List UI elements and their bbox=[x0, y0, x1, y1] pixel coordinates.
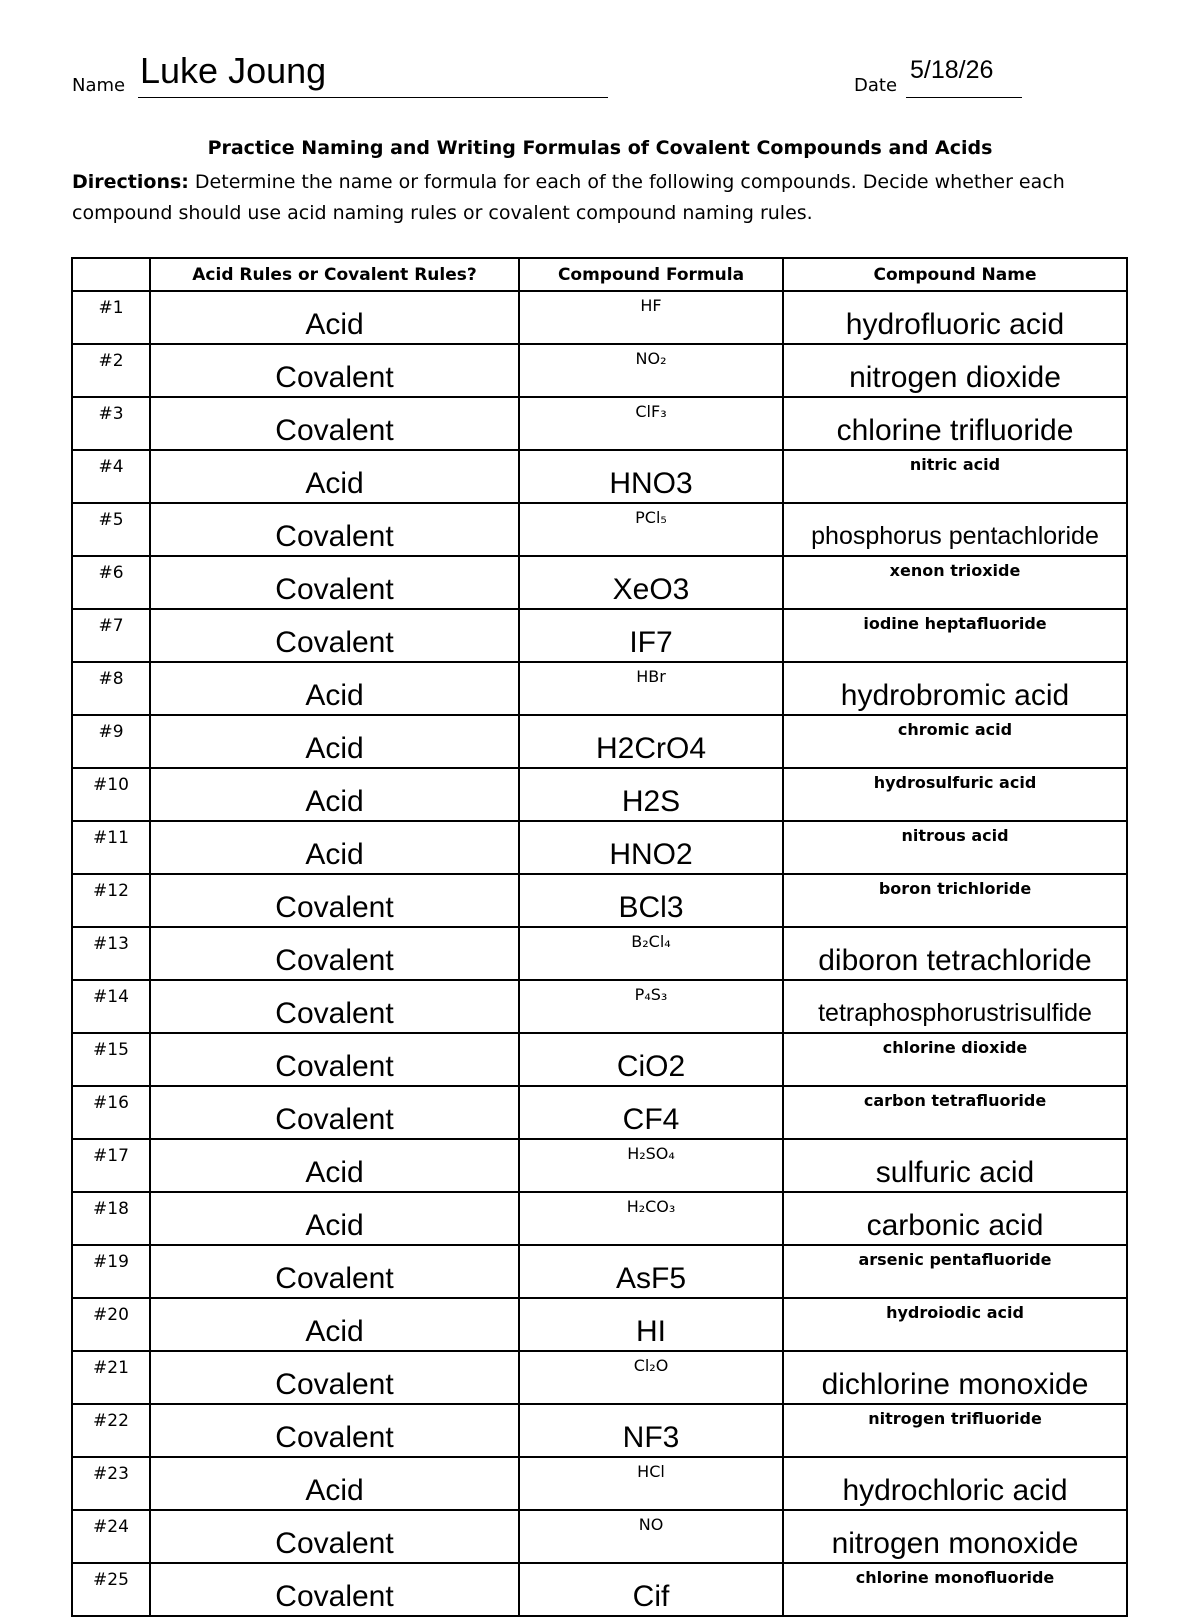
row-number: #23 bbox=[72, 1457, 150, 1510]
table-header-row bbox=[72, 258, 1127, 291]
rules-answer[interactable]: Covalent bbox=[150, 874, 519, 927]
name-answer[interactable]: nitrogen monoxide bbox=[783, 1510, 1127, 1563]
row-number: #25 bbox=[72, 1563, 150, 1616]
table-row bbox=[72, 1510, 1127, 1563]
directions-label: Directions: bbox=[72, 171, 189, 193]
formula-answer[interactable]: NO bbox=[519, 1510, 783, 1563]
name-answer[interactable]: phosphorus pentachloride bbox=[783, 503, 1127, 556]
table-row bbox=[72, 1139, 1127, 1192]
rules-answer[interactable]: Covalent bbox=[150, 927, 519, 980]
table-row bbox=[72, 1033, 1127, 1086]
row-number: #8 bbox=[72, 662, 150, 715]
table-row bbox=[72, 1245, 1127, 1298]
rules-answer[interactable]: Covalent bbox=[150, 1404, 519, 1457]
row-number: #2 bbox=[72, 344, 150, 397]
formula-answer[interactable]: IF7 bbox=[519, 609, 783, 662]
name-answer[interactable]: diboron tetrachloride bbox=[783, 927, 1127, 980]
formula-answer[interactable]: H₂SO₄ bbox=[519, 1139, 783, 1192]
formula-answer[interactable]: P₄S₃ bbox=[519, 980, 783, 1033]
name-answer[interactable]: chlorine trifluoride bbox=[783, 397, 1127, 450]
compound-table bbox=[71, 257, 1128, 1617]
table-row bbox=[72, 927, 1127, 980]
formula-answer[interactable]: AsF5 bbox=[519, 1245, 783, 1298]
table-row bbox=[72, 1563, 1127, 1616]
rules-answer[interactable]: Acid bbox=[150, 821, 519, 874]
formula-answer[interactable]: HF bbox=[519, 291, 783, 344]
row-number: #19 bbox=[72, 1245, 150, 1298]
rules-answer[interactable]: Acid bbox=[150, 662, 519, 715]
table-row bbox=[72, 1457, 1127, 1510]
rules-answer[interactable]: Acid bbox=[150, 1457, 519, 1510]
formula-answer[interactable]: H2S bbox=[519, 768, 783, 821]
table-row bbox=[72, 1086, 1127, 1139]
row-number: #17 bbox=[72, 1139, 150, 1192]
row-number: #20 bbox=[72, 1298, 150, 1351]
rules-answer[interactable]: Covalent bbox=[150, 609, 519, 662]
row-number: #21 bbox=[72, 1351, 150, 1404]
rules-answer[interactable]: Covalent bbox=[150, 344, 519, 397]
name-answer[interactable]: nitrogen dioxide bbox=[783, 344, 1127, 397]
table-row bbox=[72, 1298, 1127, 1351]
rules-answer[interactable]: Covalent bbox=[150, 1033, 519, 1086]
header-rules: Acid Rules or Covalent Rules? bbox=[150, 258, 519, 291]
rules-answer[interactable]: Covalent bbox=[150, 1563, 519, 1616]
date-value[interactable]: 5/18/26 bbox=[910, 56, 994, 84]
rules-answer[interactable]: Covalent bbox=[150, 1351, 519, 1404]
row-number: #24 bbox=[72, 1510, 150, 1563]
rules-answer[interactable]: Covalent bbox=[150, 1245, 519, 1298]
name-answer[interactable]: nitrous acid bbox=[783, 821, 1127, 874]
table-row bbox=[72, 609, 1127, 662]
formula-answer[interactable]: CiO2 bbox=[519, 1033, 783, 1086]
name-answer[interactable]: hydrofluoric acid bbox=[783, 291, 1127, 344]
table-row bbox=[72, 874, 1127, 927]
row-number: #3 bbox=[72, 397, 150, 450]
rules-answer[interactable]: Acid bbox=[150, 1298, 519, 1351]
row-number: #9 bbox=[72, 715, 150, 768]
directions-text: Determine the name or formula for each of the following compounds. Decide whether each compound should use acid naming rules or covalent compound naming rules. bbox=[72, 171, 1065, 224]
table-row bbox=[72, 662, 1127, 715]
name-answer[interactable]: iodine heptafluoride bbox=[783, 609, 1127, 662]
name-answer[interactable]: dichlorine monoxide bbox=[783, 1351, 1127, 1404]
table-row bbox=[72, 1351, 1127, 1404]
table-row bbox=[72, 1404, 1127, 1457]
row-number: #6 bbox=[72, 556, 150, 609]
worksheet-title: Practice Naming and Writing Formulas of Covalent Compounds and Acids bbox=[207, 137, 993, 159]
name-value[interactable]: Luke Joung bbox=[140, 50, 327, 91]
table-row bbox=[72, 397, 1127, 450]
formula-answer[interactable]: CF4 bbox=[519, 1086, 783, 1139]
header-name: Compound Name bbox=[783, 258, 1127, 291]
row-number: #10 bbox=[72, 768, 150, 821]
name-answer[interactable]: nitric acid bbox=[783, 450, 1127, 503]
table-row bbox=[72, 821, 1127, 874]
formula-answer[interactable]: HCl bbox=[519, 1457, 783, 1510]
name-answer[interactable]: chlorine monofluoride bbox=[783, 1563, 1127, 1616]
formula-answer[interactable]: HI bbox=[519, 1298, 783, 1351]
name-answer[interactable]: hydroiodic acid bbox=[783, 1298, 1127, 1351]
row-number: #14 bbox=[72, 980, 150, 1033]
table-row bbox=[72, 291, 1127, 344]
rules-answer[interactable]: Covalent bbox=[150, 503, 519, 556]
table-row bbox=[72, 768, 1127, 821]
table-row bbox=[72, 715, 1127, 768]
rules-answer[interactable]: Covalent bbox=[150, 556, 519, 609]
rules-answer[interactable]: Acid bbox=[150, 768, 519, 821]
name-answer[interactable]: hydrosulfuric acid bbox=[783, 768, 1127, 821]
header-number bbox=[72, 258, 150, 291]
directions bbox=[72, 167, 1132, 229]
name-answer[interactable]: sulfuric acid bbox=[783, 1139, 1127, 1192]
row-number: #13 bbox=[72, 927, 150, 980]
rules-answer[interactable]: Acid bbox=[150, 450, 519, 503]
name-field-line[interactable] bbox=[138, 97, 608, 98]
name-answer[interactable]: carbonic acid bbox=[783, 1192, 1127, 1245]
row-number: #12 bbox=[72, 874, 150, 927]
name-answer[interactable]: hydrobromic acid bbox=[783, 662, 1127, 715]
table-row bbox=[72, 344, 1127, 397]
formula-answer[interactable]: BCl3 bbox=[519, 874, 783, 927]
row-number: #15 bbox=[72, 1033, 150, 1086]
name-answer[interactable]: arsenic pentafluoride bbox=[783, 1245, 1127, 1298]
name-date-row bbox=[72, 48, 1032, 102]
row-number: #16 bbox=[72, 1086, 150, 1139]
row-number: #5 bbox=[72, 503, 150, 556]
row-number: #7 bbox=[72, 609, 150, 662]
table-row bbox=[72, 980, 1127, 1033]
rules-answer[interactable]: Covalent bbox=[150, 397, 519, 450]
name-label: Name bbox=[72, 75, 126, 96]
formula-answer[interactable]: B₂Cl₄ bbox=[519, 927, 783, 980]
name-answer[interactable]: boron trichloride bbox=[783, 874, 1127, 927]
formula-answer[interactable]: NF3 bbox=[519, 1404, 783, 1457]
table-row bbox=[72, 556, 1127, 609]
rules-answer[interactable]: Covalent bbox=[150, 980, 519, 1033]
row-number: #1 bbox=[72, 291, 150, 344]
row-number: #4 bbox=[72, 450, 150, 503]
row-number: #22 bbox=[72, 1404, 150, 1457]
rules-answer[interactable]: Covalent bbox=[150, 1086, 519, 1139]
header-formula: Compound Formula bbox=[519, 258, 783, 291]
formula-answer[interactable]: HNO2 bbox=[519, 821, 783, 874]
formula-answer[interactable]: H₂CO₃ bbox=[519, 1192, 783, 1245]
rules-answer[interactable]: Acid bbox=[150, 715, 519, 768]
formula-answer[interactable]: H2CrO4 bbox=[519, 715, 783, 768]
rules-answer[interactable]: Acid bbox=[150, 1192, 519, 1245]
formula-answer[interactable]: HNO3 bbox=[519, 450, 783, 503]
name-answer[interactable]: tetraphosphorustrisulfide bbox=[783, 980, 1127, 1033]
table-row bbox=[72, 503, 1127, 556]
table-row bbox=[72, 450, 1127, 503]
date-field-line[interactable] bbox=[906, 97, 1022, 98]
row-number: #18 bbox=[72, 1192, 150, 1245]
table-row bbox=[72, 1192, 1127, 1245]
rules-answer[interactable]: Covalent bbox=[150, 1510, 519, 1563]
name-answer[interactable]: chlorine dioxide bbox=[783, 1033, 1127, 1086]
row-number: #11 bbox=[72, 821, 150, 874]
formula-answer[interactable]: PCl₅ bbox=[519, 503, 783, 556]
formula-answer[interactable]: HBr bbox=[519, 662, 783, 715]
rules-answer[interactable]: Acid bbox=[150, 1139, 519, 1192]
formula-answer[interactable]: NO₂ bbox=[519, 344, 783, 397]
formula-answer[interactable]: XeO3 bbox=[519, 556, 783, 609]
formula-answer[interactable]: Cl₂O bbox=[519, 1351, 783, 1404]
name-answer[interactable]: nitrogen trifluoride bbox=[783, 1404, 1127, 1457]
name-answer[interactable]: carbon tetrafluoride bbox=[783, 1086, 1127, 1139]
date-label: Date bbox=[854, 75, 898, 96]
rules-answer[interactable]: Acid bbox=[150, 291, 519, 344]
name-answer[interactable]: hydrochloric acid bbox=[783, 1457, 1127, 1510]
name-answer[interactable]: xenon trioxide bbox=[783, 556, 1127, 609]
formula-answer[interactable]: ClF₃ bbox=[519, 397, 783, 450]
name-answer[interactable]: chromic acid bbox=[783, 715, 1127, 768]
formula-answer[interactable]: Cif bbox=[519, 1563, 783, 1616]
